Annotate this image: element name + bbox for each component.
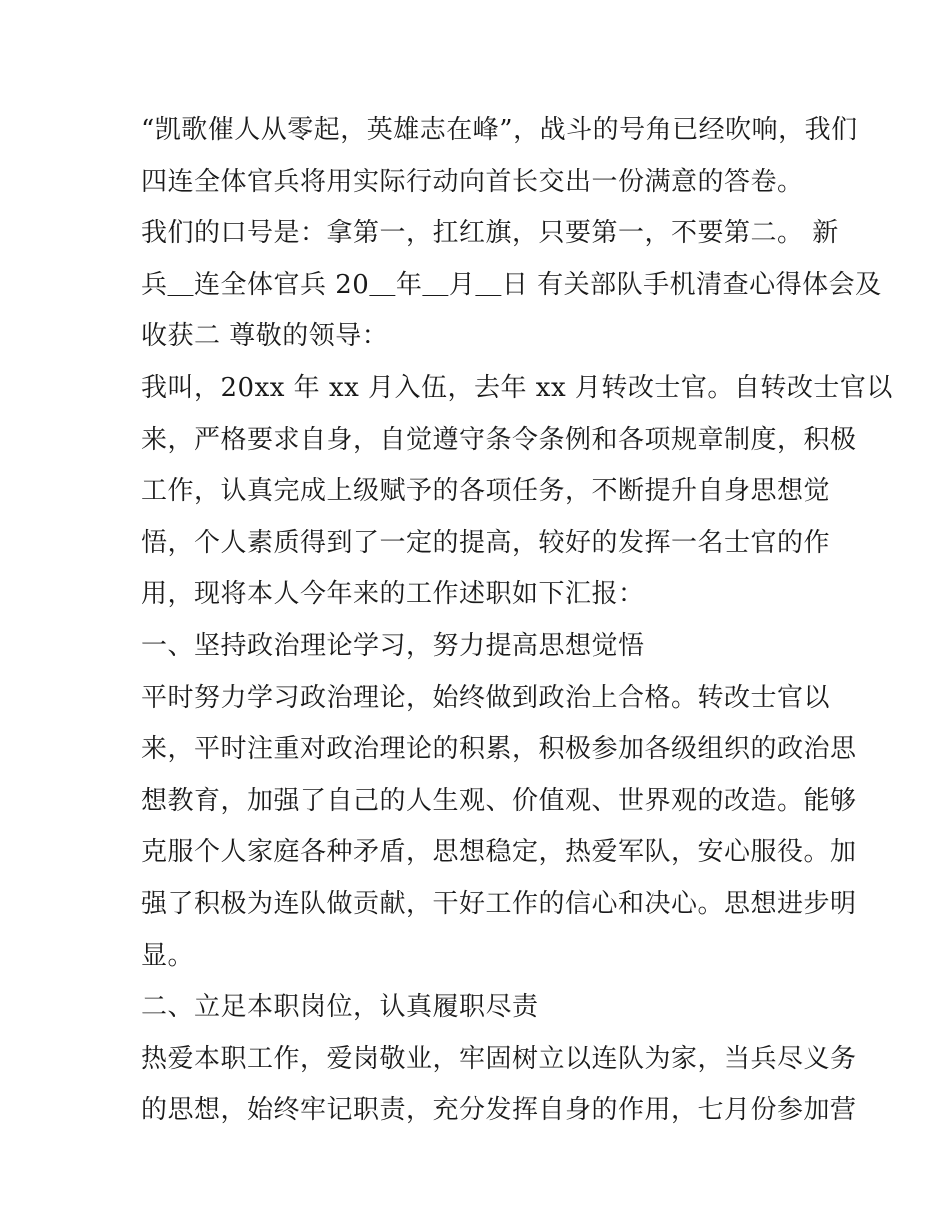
section-heading: 二、立足本职岗位，认真履职尽责: [141, 992, 539, 1023]
section-heading: 一、坚持政治理论学习，努力提高思想觉悟: [141, 630, 645, 661]
text-line: 热爱本职工作，爱岗敬业，牢固树立以连队为家，当兵尽义务: [141, 1043, 857, 1074]
text-line: 悟，个人素质得到了一定的提高，较好的发挥一名士官的作: [141, 527, 831, 558]
text-line: 来，平时注重对政治理论的积累，积极参加各级组织的政治思: [141, 734, 857, 765]
text-line: 显。: [141, 940, 195, 971]
text-line: 的思想，始终牢记职责，充分发挥自身的作用，七月份参加营: [141, 1095, 857, 1126]
text-line: 四连全体官兵将用实际行动向首长交出一份满意的答卷。: [141, 166, 804, 197]
text-line: 用，现将本人今年来的工作述职如下汇报：: [141, 579, 645, 610]
text-line: 平时努力学习政治理论，始终做到政治上合格。转改士官以: [141, 682, 831, 713]
text-line: 收获二 尊敬的领导：: [141, 321, 389, 352]
text-line: 我们的口号是：拿第一，扛红旗，只要第一，不要第二。 新: [141, 218, 839, 249]
text-line: 想教育，加强了自己的人生观、价值观、世界观的改造。能够: [141, 785, 857, 816]
text-line: 兵＿连全体官兵 20＿年＿月＿日 有关部队手机清查心得体会及: [141, 269, 882, 300]
document-body: [141, 105, 893, 1137]
text-line: “凯歌催人从零起，英雄志在峰”，战斗的号角已经吹响，我们: [141, 115, 858, 145]
text-line: 工作，认真完成上级赋予的各项任务，不断提升自身思想觉: [141, 476, 831, 507]
text-line: 来，严格要求自身，自觉遵守条令条例和各项规章制度，积极: [141, 424, 857, 455]
text-line: 强了积极为连队做贡献，干好工作的信心和决心。思想进步明: [141, 888, 857, 919]
text-line: 克服个人家庭各种矛盾，思想稳定，热爱军队，安心服役。加: [141, 837, 857, 868]
text-line: 我叫，20xx 年 xx 月入伍，去年 xx 月转改士官。自转改士官以: [141, 372, 893, 403]
